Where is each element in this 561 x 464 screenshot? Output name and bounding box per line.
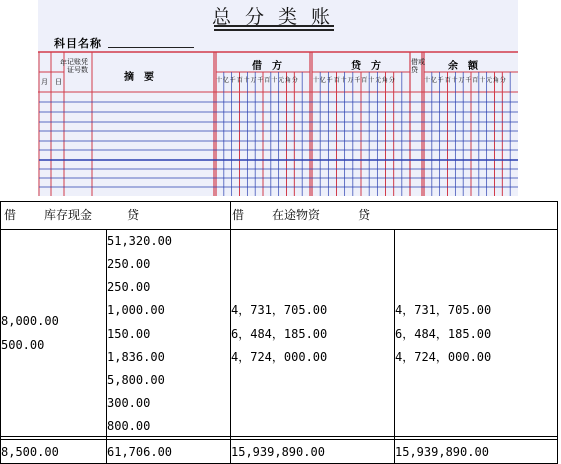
cash-credit-total: 61,706.00 (107, 445, 173, 459)
col-summary: 摘 要 (124, 72, 154, 83)
cash-debit-header: 借 (4, 208, 17, 222)
goods-debit-header: 借 (232, 208, 245, 222)
cash-credit-entry: 1,836.00 (107, 350, 165, 364)
digits-credit: 十亿千百十万千百十元角分 (313, 77, 396, 84)
cash-credit-entry: 5,800.00 (107, 373, 165, 387)
col-dc: 借或贷 (411, 58, 425, 74)
goods-credit-entry: 4，724，000.00 (395, 350, 492, 364)
cash-credit-entry: 51,320.00 (107, 234, 173, 248)
table-right-border (557, 201, 558, 464)
ledger-form-image (38, 0, 518, 196)
table-top-border (0, 201, 558, 202)
digits-balance: 十亿千百十万千百十元角分 (424, 77, 507, 84)
col-month: 月 (41, 78, 48, 86)
cash-credit-entry: 150.00 (107, 327, 151, 341)
goods-credit-header: 贷 (358, 208, 371, 222)
col-voucher: 记账凭证号数 (67, 58, 88, 74)
journal-table (0, 201, 558, 464)
col-day: 日 (55, 78, 62, 86)
subject-label: 科目名称 (54, 37, 102, 50)
digits-debit: 十亿千百十万千百十元角分 (216, 77, 299, 84)
cash-debit-entry: 8,000.00 (1, 314, 59, 328)
cash-debit-total: 8,500.00 (1, 445, 59, 459)
ledger-title: 总分类账 (211, 6, 344, 28)
cash-account-header: 库存现金 (44, 208, 93, 222)
totals-top-border (0, 436, 558, 437)
cash-credit-entry: 300.00 (107, 396, 151, 410)
cash-credit-entry: 250.00 (107, 257, 151, 271)
cash-credit-entry: 250.00 (107, 280, 151, 294)
col-debit: 借 方 (252, 61, 282, 72)
col-year: 年 (60, 59, 67, 67)
cash-credit-entry: 800.00 (107, 419, 151, 433)
goods-credit-entry: 4，731，705.00 (395, 303, 492, 317)
col-credit: 贷 方 (351, 61, 381, 72)
ledger-grid (38, 0, 518, 196)
cash-debit-entry: 500.00 (1, 338, 45, 352)
goods-credit-entry: 6，484，185.00 (395, 327, 492, 341)
header-bottom-border (0, 229, 558, 230)
table-left-border (0, 201, 1, 464)
cash-credit-header: 贷 (127, 208, 140, 222)
goods-debit-entry: 6，484，185.00 (231, 327, 328, 341)
totals-top-border-double (0, 439, 558, 440)
goods-debit-total: 15,939,890.00 (231, 445, 325, 459)
goods-divider (394, 229, 395, 464)
col-balance: 余 额 (448, 61, 478, 72)
cash-credit-entry: 1,000.00 (107, 303, 165, 317)
goods-debit-entry: 4，724，000.00 (231, 350, 328, 364)
goods-debit-entry: 4，731，705.00 (231, 303, 328, 317)
goods-account-header: 在途物资 (272, 208, 321, 222)
goods-credit-total: 15,939,890.00 (395, 445, 489, 459)
